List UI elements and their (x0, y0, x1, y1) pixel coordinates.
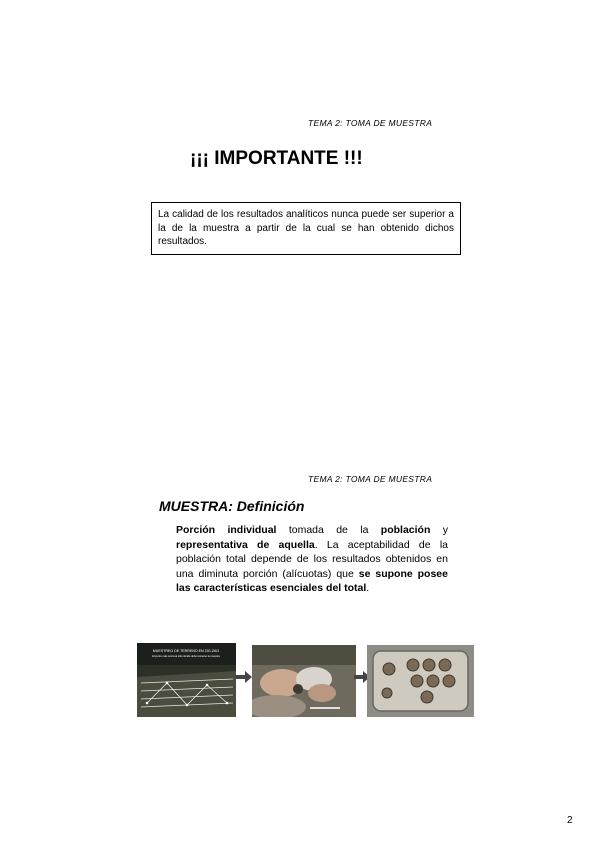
bold-representativa: representativa de aquella (176, 538, 315, 551)
slide2-header: TEMA 2: TOMA DE MUESTRA (308, 474, 433, 484)
bold-porcion: Porción individual (176, 524, 277, 536)
quality-quote-box: La calidad de los resultados analíticos nunca puede ser superior a la de la muestra a partir de la cual se han obtenido dichos resultados. (151, 202, 461, 255)
definition-title: MUESTRA: Definición (159, 498, 305, 514)
field-sampling-photo (137, 643, 236, 717)
arrow-right-icon (236, 671, 252, 683)
text-run: . La aceptabilidad de la población total depende de los resultados obtenidos en una diminuta porción (alícuotas) que (176, 538, 448, 580)
slide1-header: TEMA 2: TOMA DE MUESTRA (308, 118, 433, 128)
field-caption-2: El punto más cerca al sitio donde debe tomarse la muestra (152, 655, 220, 658)
bold-poblacion: población (380, 524, 431, 536)
bold-supone: se supone posee las características esenciales del total (176, 567, 448, 595)
definition-body (176, 523, 448, 596)
field-caption-1: MUESTREO DE TERRENO EN ZIG-ZAG (152, 649, 220, 653)
important-title: ¡¡¡ IMPORTANTE !!! (190, 148, 363, 169)
page-number: 2 (567, 815, 573, 826)
hands-sampling-photo (252, 645, 356, 717)
text-run: tomada de la (276, 524, 381, 536)
text-run: . (366, 582, 370, 595)
sample-tray-photo (367, 645, 474, 717)
text-run: y (430, 524, 449, 536)
